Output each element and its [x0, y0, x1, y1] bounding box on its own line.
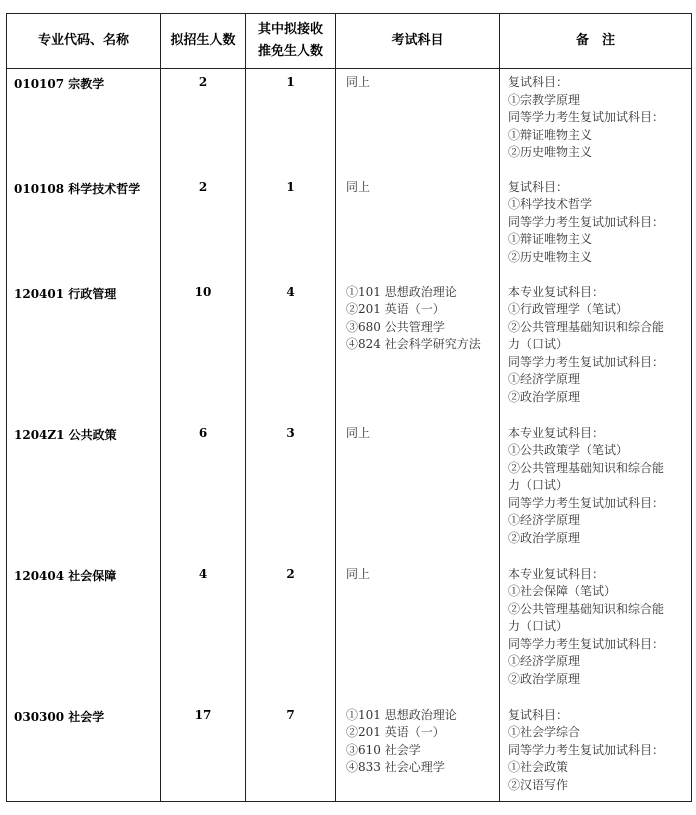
remark-line: ①社会政策: [508, 760, 569, 775]
remark-line: ②历史唯物主义: [508, 249, 593, 264]
program-code-name: 120401 行政管理: [7, 279, 161, 420]
exempt-count: 2: [246, 561, 336, 702]
remarks: [500, 420, 692, 561]
program-code-name: 120404 社会保障: [7, 561, 161, 702]
exam-subjects: [336, 561, 500, 702]
exam-subject: ④824 社会科学研究方法: [346, 337, 481, 352]
remark-line: 本专业复试科目：: [508, 284, 605, 299]
remark-line: ①社会保障（笔试）: [508, 584, 617, 599]
exam-subject: 同上: [346, 179, 371, 194]
remark-line: 力（口试）: [508, 619, 569, 634]
program-code-name: 010108 科学技术哲学: [7, 174, 161, 279]
remark-line: 复试科目：: [508, 75, 569, 89]
remark-line: ①行政管理学（笔试）: [508, 302, 629, 317]
remarks: [500, 174, 692, 279]
header-planned: 拟招生人数: [161, 14, 246, 69]
header-remarks: 备 注: [500, 14, 692, 69]
remark-line: ②政治学原理: [508, 390, 581, 405]
remarks: [500, 69, 692, 174]
planned-count: 10: [161, 279, 246, 420]
exam-subject: ③680 公共管理学: [346, 319, 445, 334]
remark-line: ①科学技术哲学: [508, 197, 593, 212]
exempt-count: 1: [246, 69, 336, 174]
remark-line: 同等学力考生复试加试科目：: [508, 742, 665, 757]
program-code-name: 030300 社会学: [7, 702, 161, 802]
remark-line: 同等学力考生复试加试科目：: [508, 636, 665, 651]
remark-line: 力（口试）: [508, 478, 569, 493]
admissions-table: [6, 13, 692, 802]
remark-line: ②公共管理基础知识和综合能: [508, 319, 665, 334]
table-row: [7, 420, 692, 561]
header-exempt: 其中拟接收推免生人数: [246, 14, 336, 69]
remark-line: ②政治学原理: [508, 672, 581, 687]
remark-line: ①公共政策学（笔试）: [508, 443, 629, 458]
remark-line: ②政治学原理: [508, 531, 581, 546]
remark-line: ①辩证唯物主义: [508, 127, 593, 142]
table-row: [7, 69, 692, 174]
exam-subject: 同上: [346, 75, 371, 89]
table-row: [7, 174, 692, 279]
exam-subjects: [336, 420, 500, 561]
remark-line: ①经济学原理: [508, 654, 581, 669]
header-code-name: 专业代码、名称: [7, 14, 161, 69]
remark-line: 本专业复试科目：: [508, 425, 605, 440]
exempt-count: 3: [246, 420, 336, 561]
program-code-name: 1204Z1 公共政策: [7, 420, 161, 561]
remark-line: ②历史唯物主义: [508, 145, 593, 160]
exam-subject: ④833 社会心理学: [346, 760, 445, 775]
planned-count: 2: [161, 174, 246, 279]
exam-subjects: [336, 702, 500, 802]
remark-line: 同等学力考生复试加试科目：: [508, 354, 665, 369]
remark-line: ①社会学综合: [508, 725, 581, 740]
remarks: [500, 702, 692, 802]
exam-subject: 同上: [346, 566, 371, 581]
remark-line: ①经济学原理: [508, 372, 581, 387]
remark-line: 本专业复试科目：: [508, 566, 605, 581]
exam-subjects: [336, 69, 500, 174]
exam-subject: ②201 英语（一）: [346, 302, 445, 317]
header-exam: 考试科目: [336, 14, 500, 69]
table-row: [7, 279, 692, 420]
program-code-name: 010107 宗教学: [7, 69, 161, 174]
exam-subjects: [336, 279, 500, 420]
exam-subjects: [336, 174, 500, 279]
planned-count: 17: [161, 702, 246, 802]
remark-line: ①辩证唯物主义: [508, 232, 593, 247]
exam-subject: ①101 思想政治理论: [346, 707, 457, 722]
table-row: [7, 702, 692, 802]
remark-line: 同等学力考生复试加试科目：: [508, 110, 665, 125]
remark-line: 复试科目：: [508, 707, 569, 722]
remark-line: ①宗教学原理: [508, 92, 581, 107]
exempt-count: 4: [246, 279, 336, 420]
exam-subject: ②201 英语（一）: [346, 725, 445, 740]
remarks: [500, 279, 692, 420]
exam-subject: 同上: [346, 425, 371, 440]
remark-line: 同等学力考生复试加试科目：: [508, 495, 665, 510]
table-row: [7, 561, 692, 702]
header-row: [7, 14, 692, 69]
planned-count: 6: [161, 420, 246, 561]
planned-count: 4: [161, 561, 246, 702]
remark-line: 同等学力考生复试加试科目：: [508, 214, 665, 229]
remark-line: ②汉语写作: [508, 777, 569, 792]
exempt-count: 7: [246, 702, 336, 802]
remark-line: ②公共管理基础知识和综合能: [508, 601, 665, 616]
remark-line: 力（口试）: [508, 337, 569, 352]
remark-line: ②公共管理基础知识和综合能: [508, 460, 665, 475]
exempt-count: 1: [246, 174, 336, 279]
exam-subject: ①101 思想政治理论: [346, 284, 457, 299]
remark-line: 复试科目：: [508, 179, 569, 194]
remark-line: ①经济学原理: [508, 513, 581, 528]
exam-subject: ③610 社会学: [346, 742, 421, 757]
remarks: [500, 561, 692, 702]
planned-count: 2: [161, 69, 246, 174]
